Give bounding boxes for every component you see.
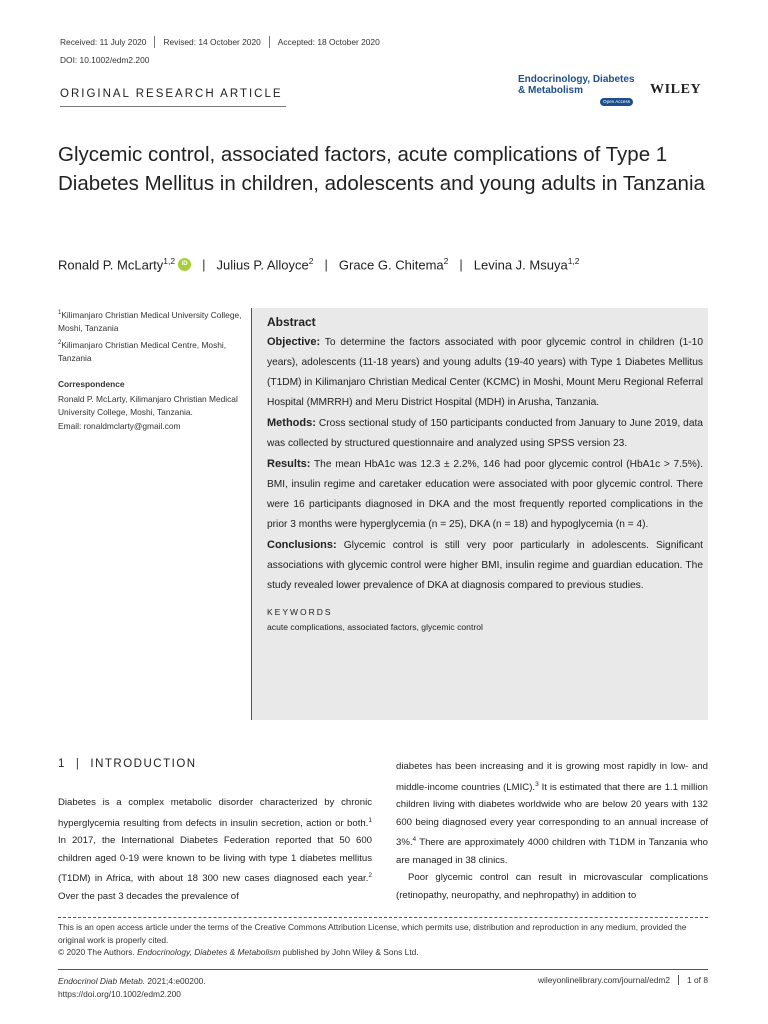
correspondence-heading: Correspondence — [58, 378, 125, 389]
body-column-left — [58, 794, 372, 905]
copyright-text: © 2020 The Authors. Endocrinology, Diabetes & Metabolism published by John Wiley & Sons Ltd. — [58, 947, 419, 958]
keywords-heading: KEYWORDS — [267, 607, 333, 617]
citation-info — [58, 975, 206, 1000]
affiliation-1: $^1$Kilimanjaro Christian Medical University College, Moshi, Tanzania — [58, 309, 242, 334]
journal-site-link[interactable]: wileyonlinelibrary.com/journal/edm2 — [537, 975, 671, 985]
author-name[interactable]: Julius P. Alloyce$^2$ — [216, 256, 314, 273]
abstract-conclusions: Conclusions: Glycemic control is still very poor particularly in adolescents. Significant associations with glycemic control were higher BMI, insulin regime and guardian education. The study revealed lower prevalence of DKA at diagnosis compared to previous studies. — [267, 539, 703, 591]
open-access-badge: Open Access — [600, 98, 633, 106]
reference-link[interactable]: 2 — [368, 872, 372, 880]
received-date: Received: 11 July 2020 — [60, 37, 147, 47]
abstract-objective: Objective: To determine the factors associated with poor glycemic control in children (1-10 years), adolescents (11-18 years) and young adults (19-40 years) with Type 1 Diabetes Mellitus (T1DM) in Kilimanjaro Christian Medical Center (KCMC) in Moshi, Mount Meru Regional Referral Hospital (MMRRH) and Meru District Hospital (MDH) in Arusha, Tanzania. — [267, 336, 703, 408]
author-name[interactable]: Levina J. Msuya$^{1,2}$ — [473, 256, 580, 273]
author-separator: | — [459, 256, 463, 272]
body-column-right — [396, 758, 708, 904]
reference-link[interactable]: 1 — [368, 816, 372, 824]
author-name[interactable]: Grace G. Chitema$^2$ — [338, 256, 449, 273]
section-heading-introduction: 1 | INTRODUCTION — [58, 758, 197, 770]
citation-doi-link[interactable]: https://doi.org/10.1002/edm2.200 — [58, 988, 181, 999]
journal-name-line1: Endocrinology, Diabetes — [518, 74, 635, 85]
license-notice — [58, 921, 708, 959]
intro-paragraph-1: Diabetes is a complex metabolic disorder characterized by chronic hyperglycemia resulting from defects in insulin secretion, action or both.$^1$ In 2017, the International Diabetes Federation reported that 50 600 children aged 0-19 were known to be living with type 1 diabetes mellitus (T1DM) in Africa, with about 18 300 new cases diagnosed each year.$^2$ Over the past 3 decades the prevalence of — [58, 797, 372, 902]
reference-link[interactable]: 3 — [535, 780, 539, 788]
abstract-methods: Methods: Cross sectional study of 150 participants conducted from January to June 2019, data was collected by structured questionnaire and analyzed using SPSS version 23. — [267, 417, 703, 449]
author-separator: | — [324, 256, 328, 272]
affiliations — [58, 307, 248, 435]
license-divider — [58, 917, 708, 918]
intro-paragraph-2: diabetes has been increasing and it is growing most rapidly in low- and middle-income countries (LMIC).$^3$ It is estimated that there are 1.1 million children living with diabetes worldwide who are below 20 years with 132 600 being diagnosed every year corresponding to an annual increase of 3%.$^4$ There are approximately 4000 children with T1DM in Tanzania who are managed in 38 clinics. — [396, 761, 709, 866]
footer-divider — [58, 969, 708, 970]
author-name[interactable]: Ronald P. McLarty$^{1,2}$ — [58, 256, 176, 273]
author-list — [58, 256, 580, 272]
correspondence-address: Ronald P. McLarty, Kilimanjaro Christian Medical University College, Moshi, Tanzania. — [58, 394, 238, 418]
abstract-results: Results: The mean HbA1c was 12.3 ± 2.2%, 146 had poor glycemic control (HbA1c > 7.5%). BMI, insulin regime and caretaker education were associated with poor glycemic control. There were 16 participants diagnosed in DKA and the most frequently reported complications in the prior 3 months were hyperglycemia (n = 25), DKA (n = 18) and hypoglycemia (n = 4). — [267, 458, 703, 530]
intro-paragraph-3: Poor glycemic control can result in microvascular complications (retinopathy, neuropathy, and nephropathy) in addition to — [396, 872, 708, 901]
citation-text: Endocrinol Diab Metab. 2021;4:e00200. — [58, 976, 206, 986]
journal-logo[interactable] — [518, 74, 642, 106]
publisher-logo[interactable]: WILEY — [650, 82, 702, 97]
author-separator: | — [202, 256, 206, 272]
affiliation-2: $^2$Kilimanjaro Christian Medical Centre, Moshi, Tanzania — [58, 340, 227, 364]
article-type-rule — [60, 106, 286, 107]
abstract-heading: Abstract — [267, 315, 316, 329]
article-dates — [60, 36, 388, 48]
article-type: ORIGINAL RESEARCH ARTICLE — [60, 88, 283, 100]
correspondence-email[interactable]: Email: ronaldmclarty@gmail.com — [58, 420, 181, 431]
orcid-icon[interactable]: iD — [178, 258, 191, 271]
accepted-date: Accepted: 18 October 2020 — [269, 36, 388, 48]
reference-link[interactable]: 4 — [412, 836, 417, 844]
footer-right — [538, 975, 708, 985]
article-title: Glycemic control, associated factors, acute complications of Type 1 Diabetes Mellitus in children, adolescents and young adults in Tanzania — [58, 143, 705, 195]
revised-date: Revised: 14 October 2020 — [154, 36, 268, 48]
license-text: This is an open access article under the terms of the Creative Commons Attribution License, which permits use, distribution and reproduction in any medium, provided the original work is properly cited. — [58, 922, 687, 945]
keywords-list: acute complications, associated factors, glycemic control — [267, 622, 483, 632]
journal-name-line2: & Metabolism — [518, 85, 584, 96]
page-number: 1 of 8 — [678, 975, 708, 985]
header-doi[interactable]: DOI: 10.1002/edm2.200 — [60, 55, 150, 65]
abstract-box — [251, 308, 708, 720]
